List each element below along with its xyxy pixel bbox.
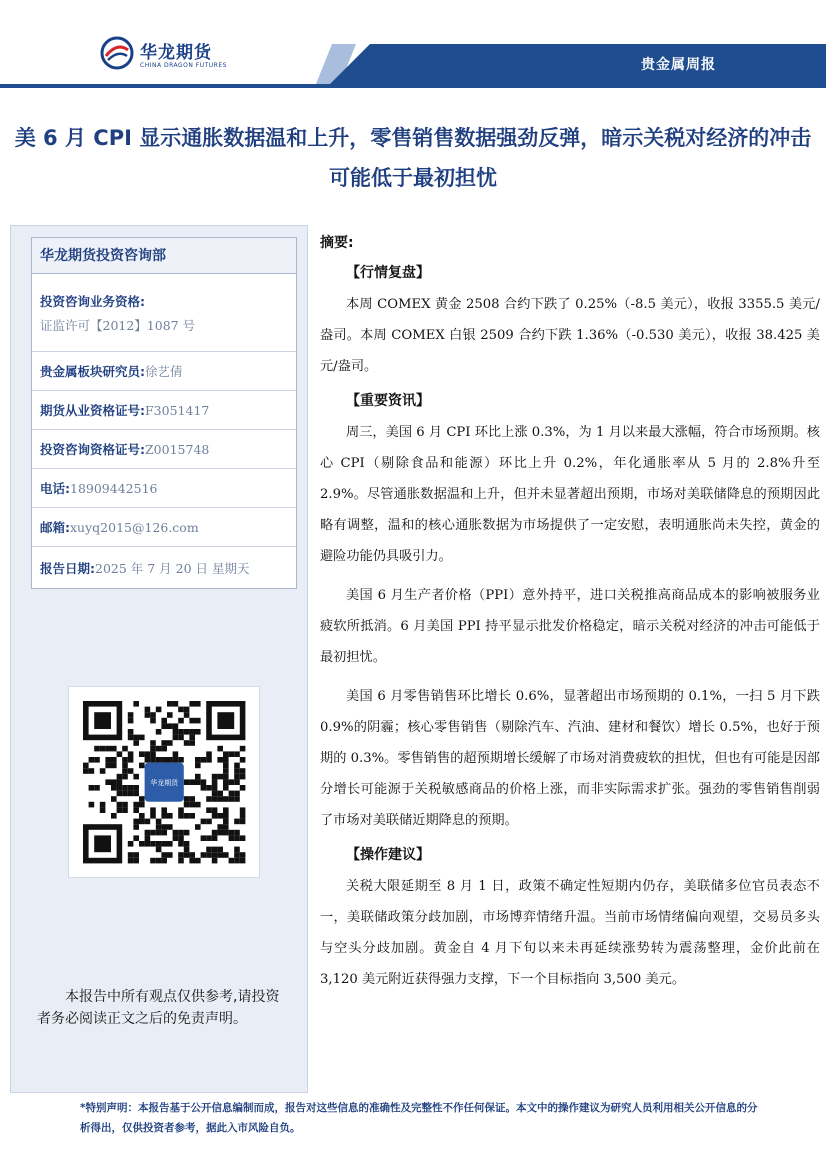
qualification-label: 投资咨询业务资格:: [40, 293, 145, 309]
qualification-row: [32, 274, 296, 352]
section-heading-strategy: 【操作建议】: [346, 847, 430, 863]
qr-code-icon: [69, 687, 259, 877]
phone-row: [32, 469, 296, 508]
researcher-row: [32, 352, 296, 391]
news-paragraph-retail: 美国 6 月零售销售环比增长 0.6%，显著超出市场预期的 0.1%，一扫 5 月下跌 0.9%的阴霾；核心零售销售（剔除汽车、汽油、建材和餐饮）增长 0.5%，也好于预期的 0.3%。零售销售的超预期增长缓解了市场对消费疲软的担忧，但也有可能是因部分增长可能源于关税敏感商品的价格上涨，而非实际需求扩张。强劲的零售销售削弱了市场对美联储近期降息的预期。: [320, 689, 820, 828]
brand-name: 华龙期货: [140, 43, 212, 63]
report-title: 美 6 月 CPI 显示通胀数据温和上升，零售销售数据强劲反弹，暗示关税对经济的冲击可能低于最初担忧: [14, 126, 812, 190]
report-date-value: 2025 年 7 月 20 日 星期天: [95, 561, 250, 576]
footer-statement: *特别声明：本报告基于公开信息编制而成，报告对这些信息的准确性及完整性不作任何保证。本文中的操作建议为研究人员利用相关公开信息的分析得出，仅供投资者参考，据此入市风险自负。: [80, 1102, 758, 1134]
company-logo: [100, 34, 240, 74]
email-label: 邮箱:: [40, 520, 70, 535]
analyst-info-box: [31, 237, 297, 589]
header-band: [330, 44, 826, 84]
news-paragraph-cpi: 周三，美国 6 月 CPI 环比上涨 0.3%，为 1 月以来最大涨幅，符合市场预期。核心 CPI（剔除食品和能源）环比上升 0.2%，年化通胀率从 5 月的 2.8%升至 2.9%。尽管通胀数据温和上升，但并未显著超出预期，市场对美联储降息的预期因此略有调整，温和的核心通胀数据为市场提供了一定安慰，表明通胀尚未失控，黄金的避险功能仍具吸引力。: [320, 425, 820, 564]
phone-value: 18909442516: [70, 480, 158, 496]
qr-badge-text: 华龙期货: [150, 779, 179, 788]
futures-cert-value: F3051417: [145, 402, 210, 418]
report-type-label: 贵金属周报: [641, 57, 716, 73]
report-date-label: 报告日期:: [40, 561, 95, 576]
section-heading-market-review: 【行情复盘】: [346, 265, 430, 281]
wechat-qr-code: [68, 686, 260, 878]
main-content: [320, 232, 820, 1080]
consult-cert-value: Z0015748: [145, 441, 210, 457]
researcher-label: 贵金属板块研究员:: [40, 364, 145, 379]
sidebar-disclaimer: 本报告中所有观点仅供参考,请投资者务必阅读正文之后的免责声明。: [37, 989, 280, 1027]
email-row: [32, 508, 296, 547]
consult-cert-row: [32, 430, 296, 469]
news-paragraph-ppi: 美国 6 月生产者价格（PPI）意外持平，进口关税推高商品成本的影响被服务业疲软所抵消。6 月美国 PPI 持平显示批发价格稳定，暗示关税对经济的冲击可能低于最初担忧。: [320, 588, 820, 665]
section-heading-key-news: 【重要资讯】: [346, 393, 430, 409]
department-name: 华龙期货投资咨询部: [32, 238, 296, 274]
qualification-value: 证监许可【2012】1087 号: [40, 317, 196, 333]
market-review-paragraph: 本周 COMEX 黄金 2508 合约下跌了 0.25%（-8.5 美元），收报 3355.5 美元/盎司。本周 COMEX 白银 2509 合约下跌 1.36%（-0.530 美元），收报 38.425 美元/盎司。: [320, 297, 820, 374]
email-value[interactable]: xuyq2015@126.com: [70, 519, 199, 535]
consult-cert-label: 投资咨询资格证号:: [40, 442, 145, 457]
futures-cert-label: 期货从业资格证号:: [40, 403, 145, 418]
header-rule: [0, 84, 826, 88]
strategy-paragraph: 关税大限延期至 8 月 1 日，政策不确定性短期内仍存，美联储多位官员表态不一，美联储政策分歧加剧，市场博弈情绪升温。当前市场情绪偏向观望，交易员多头与空头分歧加剧。黄金自 4 月下旬以来未再延续涨势转为震荡整理，金价此前在 3,120 美元附近获得强力支撑，下一个目标指向 3,500 美元。: [320, 879, 820, 987]
phone-label: 电话:: [40, 481, 70, 496]
brand-name-en: CHINA DRAGON FUTURES: [140, 62, 227, 69]
futures-cert-row: [32, 391, 296, 430]
sidebar: [10, 225, 308, 1093]
abstract-label: 摘要:: [320, 235, 354, 251]
dragon-logo-icon: [100, 36, 134, 70]
report-date-row: [32, 547, 296, 589]
researcher-value: 徐艺倩: [145, 364, 183, 379]
